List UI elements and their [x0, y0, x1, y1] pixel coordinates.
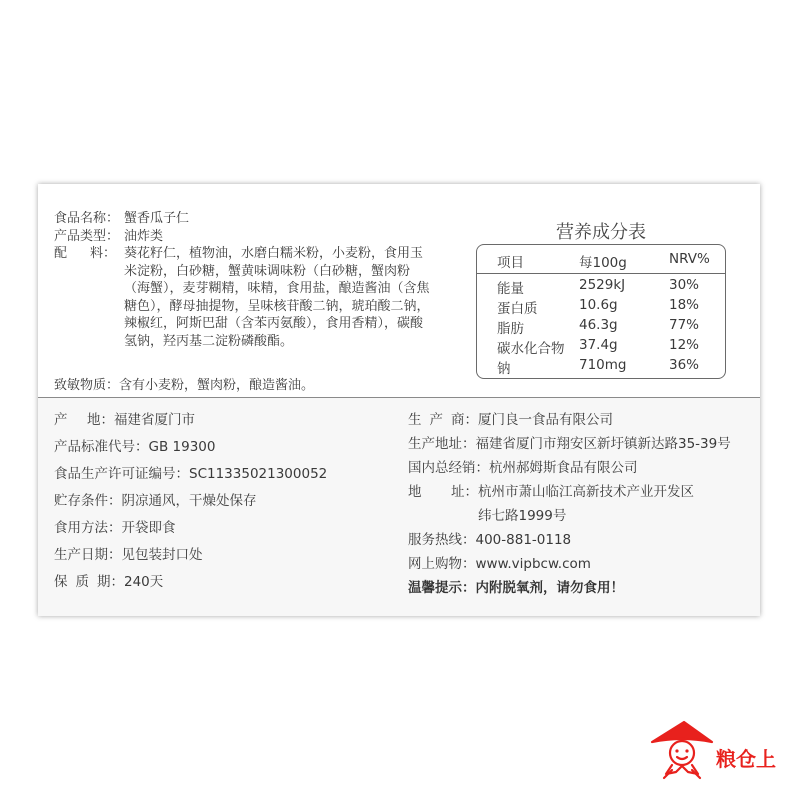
- license-label: 食品生产许可证编号：: [54, 466, 189, 482]
- storage-label: 贮存条件：: [54, 493, 122, 509]
- shelf-life-label: [54, 570, 124, 590]
- date-row: [54, 543, 203, 563]
- website-value: www.vipbcw.com: [475, 556, 591, 572]
- storage-row: [54, 489, 257, 509]
- shelf-life-value: 240天: [124, 574, 164, 590]
- distributor-label: 国内总经销：: [408, 460, 489, 476]
- left-info-column: [54, 398, 394, 616]
- nutrition-row: [477, 337, 725, 357]
- product-name-label: 食品名称：: [54, 211, 120, 226]
- shelf-life-row: [54, 570, 163, 590]
- website-row: [408, 552, 591, 572]
- warning-text: 内附脱氧剂，请勿食用！: [475, 580, 624, 596]
- standard-row: [54, 435, 215, 455]
- label-bottom-section: [38, 398, 760, 616]
- address-line-2: 纬七路1999号: [478, 508, 567, 524]
- hotline-value: 400-881-0118: [475, 532, 572, 548]
- maker-address-label: 生产地址：: [408, 436, 476, 452]
- shelf-label-part: 质: [75, 574, 89, 590]
- product-type: 油炸类: [124, 228, 164, 244]
- nutrition-row: [477, 317, 725, 337]
- allergen-row: [54, 374, 314, 393]
- nutrition-row: [477, 357, 725, 377]
- origin-label: [54, 408, 114, 428]
- usage-label: 食用方法：: [54, 520, 122, 536]
- nutrition-cell: 能量: [497, 281, 524, 297]
- nutrition-cell: 46.3g: [579, 317, 618, 333]
- maker-label: [408, 408, 478, 428]
- maker-label-part: 商：: [451, 412, 478, 428]
- standard-value: GB 19300: [148, 439, 216, 455]
- distributor-value: 杭州郝姆斯食品有限公司: [489, 460, 638, 476]
- distributor-row: [408, 456, 638, 476]
- origin-value: 福建省厦门市: [114, 412, 195, 428]
- nutrition-header-cell: 项目: [497, 255, 524, 271]
- nutrition-cell: 30%: [669, 277, 700, 293]
- nutrition-cell: 36%: [669, 357, 700, 373]
- address-row: [408, 480, 694, 500]
- nutrition-table: [476, 244, 726, 379]
- license-row: [54, 462, 327, 482]
- address-line-1: 杭州市萧山临江高新技术产业开发区: [478, 484, 694, 500]
- product-type-row: [54, 228, 434, 246]
- nutrition-header-cell: 每100g: [579, 255, 627, 271]
- nutrition-cell: 77%: [669, 317, 700, 333]
- nutrition-cell: 碳水化合物: [497, 341, 565, 357]
- ingredients-text: 葵花籽仁，植物油，水磨白糯米粉，小麦粉，食用玉米淀粉，白砂糖，蟹黄味调味粉（白砂糖，蟹肉粉（海蟹），麦芽糊精，味精，食用盐，酿造酱油（含焦糖色），酵母抽提物，呈味核苷酸二钠，琥珀酸二钠，辣椒红，阿斯巴甜（含苯丙氨酸），食用香精），碳酸氢钠，羟丙基二淀粉磷酸酯。: [124, 246, 430, 349]
- label-card: [38, 184, 760, 616]
- warning-row: [408, 576, 624, 596]
- origin-label-part: 地：: [87, 412, 114, 428]
- ingredients-label-part: 配: [54, 246, 68, 261]
- nutrition-cell: 钠: [497, 361, 511, 377]
- nutrition-row: [477, 277, 725, 297]
- maker-address-row: [408, 432, 731, 452]
- nutrition-cell: 18%: [669, 297, 700, 313]
- logo-text: 粮仓上: [716, 747, 776, 771]
- ingredients-label-part: 料：: [89, 246, 116, 261]
- maker-value: 厦门良一食品有限公司: [478, 412, 613, 428]
- ingredients-row: [54, 245, 434, 350]
- date-label: 生产日期：: [54, 547, 122, 563]
- maker-label-part: 产: [429, 412, 443, 428]
- nutrition-cell: 2529kJ: [579, 277, 626, 293]
- nutrition-cell: 37.4g: [579, 337, 618, 353]
- label-top-section: [38, 184, 760, 397]
- date-value: 见包装封口处: [121, 547, 203, 563]
- maker-row: [408, 408, 613, 428]
- standard-label: 产品标准代号：: [54, 439, 149, 455]
- mascot-icon: [652, 722, 712, 778]
- address-label: [408, 480, 478, 500]
- allergen-text: 含有小麦粉，蟹肉粉，酿造酱油。: [119, 378, 315, 393]
- product-info: [54, 210, 434, 350]
- shelf-label-part: 保: [54, 574, 68, 590]
- brand-logo: [650, 716, 800, 786]
- nutrition-row: [477, 297, 725, 317]
- usage-value: 开袋即食: [121, 520, 176, 536]
- usage-row: [54, 516, 176, 536]
- right-info-column: [408, 398, 758, 616]
- allergen-label: 致敏物质：: [54, 378, 120, 393]
- product-name-row: [54, 210, 434, 228]
- product-type-label: 产品类型：: [54, 228, 120, 244]
- product-name: 蟹香瓜子仁: [124, 211, 190, 226]
- nutrition-cell: 10.6g: [579, 297, 618, 313]
- nutrition-title: 营养成分表: [556, 222, 646, 243]
- nutrition-header: [477, 245, 725, 274]
- nutrition-cell: 710mg: [579, 357, 627, 373]
- ingredients-label: [54, 245, 116, 350]
- nutrition-cell: 蛋白质: [497, 301, 538, 317]
- nutrition-header-cell: NRV%: [669, 251, 710, 267]
- origin-label-part: 产: [54, 412, 68, 428]
- license-value: SC11335021300052: [189, 466, 328, 482]
- hotline-label: 服务热线：: [408, 532, 476, 548]
- maker-label-part: 生: [408, 412, 422, 428]
- address-label-part: 地: [408, 484, 422, 500]
- nutrition-cell: 脂肪: [497, 321, 524, 337]
- hotline-row: [408, 528, 571, 548]
- shelf-label-part: 期：: [97, 574, 124, 590]
- address-label-part: 址：: [451, 484, 478, 500]
- origin-row: [54, 408, 195, 428]
- nutrition-cell: 12%: [669, 337, 700, 353]
- website-label: 网上购物：: [408, 556, 476, 572]
- maker-address-value: 福建省厦门市翔安区新圩镇新达路35-39号: [475, 436, 731, 452]
- storage-value: 阴凉通风，干燥处保存: [121, 493, 257, 509]
- warning-label: 温馨提示：: [408, 580, 476, 596]
